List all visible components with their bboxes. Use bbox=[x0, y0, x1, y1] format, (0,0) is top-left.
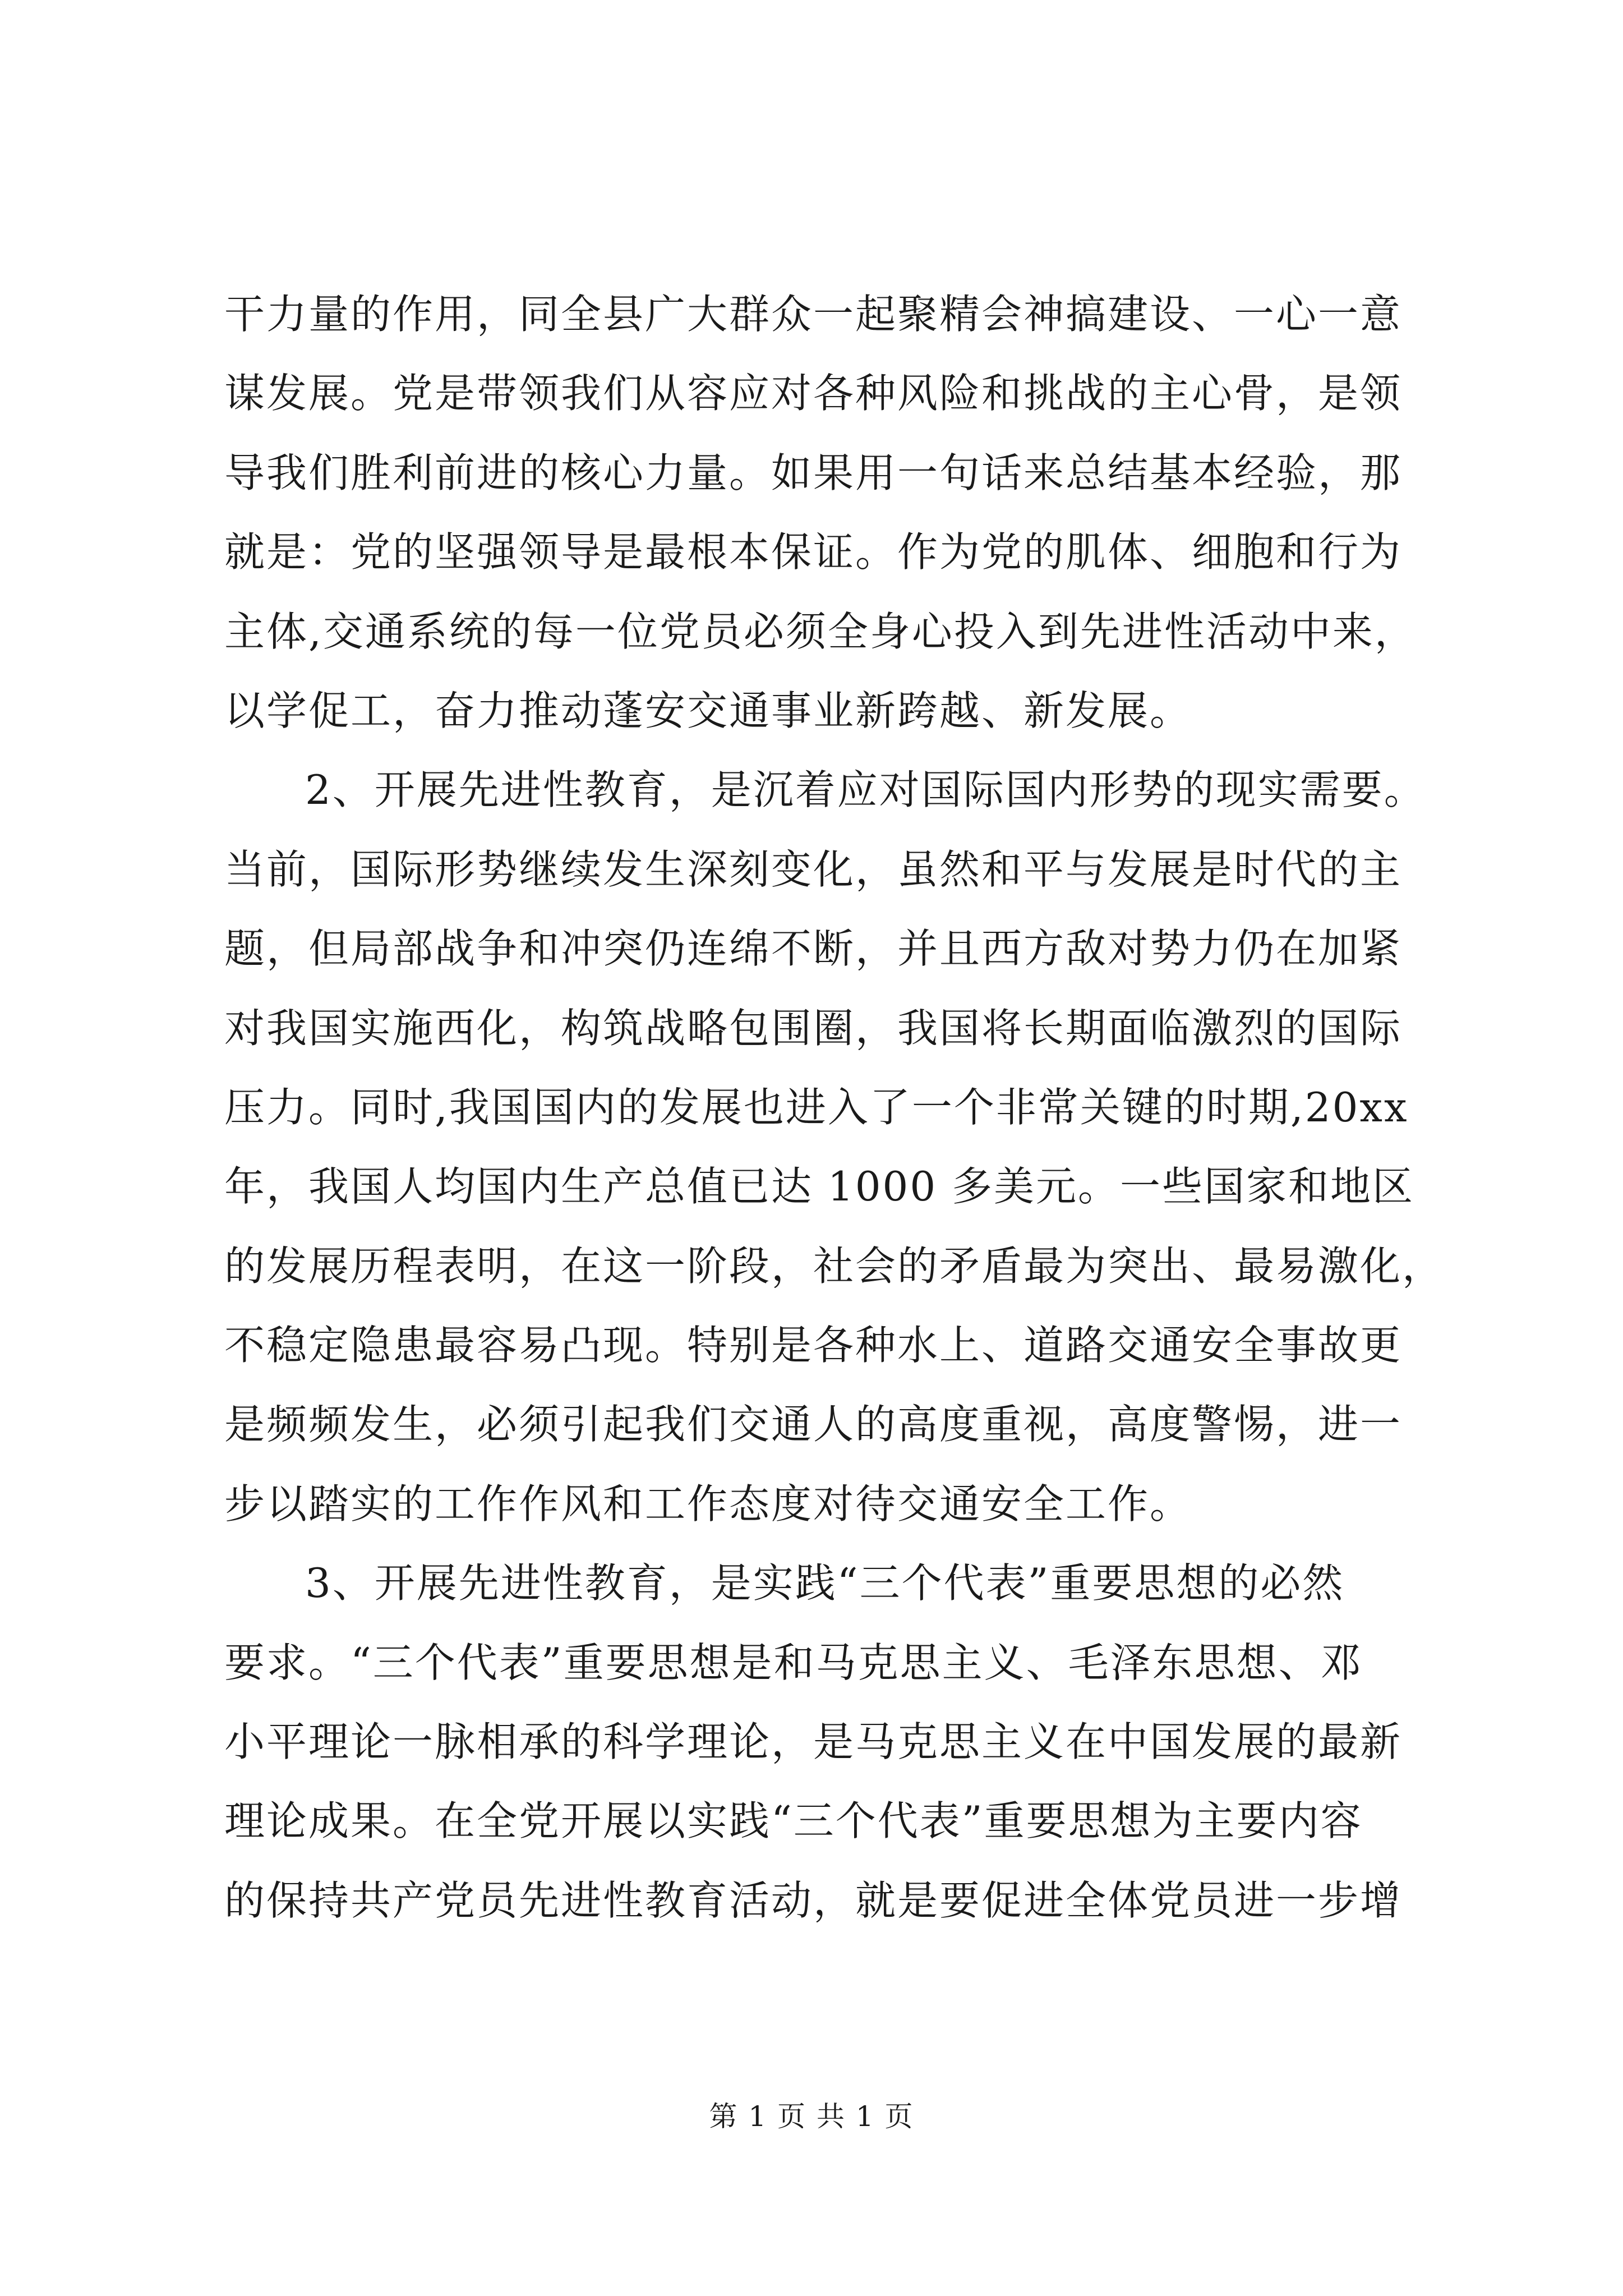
text-line: 理论成果。在全党开展以实践“三个代表”重要思想为主要内容 bbox=[224, 1797, 1363, 1845]
page-footer: 第 1 页 共 1 页 bbox=[709, 2100, 914, 2133]
paragraph-3-first-line: 3、开展先进性教育，是实践“三个代表”重要思想的必然 bbox=[305, 1559, 1345, 1607]
text-line: 小平理论一脉相承的科学理论，是马克思主义在中国发展的最新 bbox=[224, 1718, 1403, 1766]
document-body bbox=[224, 275, 1445, 1940]
text-line: 对我国实施西化，构筑战略包围圈，我国将长期面临激烈的国际 bbox=[224, 1004, 1403, 1052]
text-line: 的发展历程表明，在这一阶段，社会的矛盾最为突出、最易激化， bbox=[224, 1242, 1445, 1290]
text-line: 不稳定隐患最容易凸现。特别是各种水上、道路交通安全事故更 bbox=[224, 1322, 1403, 1369]
text-line: 干力量的作用，同全县广大群众一起聚精会神搞建设、一心一意 bbox=[224, 291, 1403, 338]
paragraph-2-first-line: 2、开展先进性教育，是沉着应对国际国内形势的现实需要。 bbox=[305, 766, 1426, 814]
text-line: 谋发展。党是带领我们从容应对各种风险和挑战的主心骨，是领 bbox=[224, 370, 1403, 417]
text-line: 步以踏实的工作作风和工作态度对待交通安全工作。 bbox=[224, 1480, 1192, 1527]
text-line: 压力。同时,我国国内的发展也进入了一个非常关键的时期,20xx bbox=[224, 1083, 1409, 1131]
text-line: 就是：党的坚强领导是最根本保证。作为党的肌体、细胞和行为 bbox=[224, 528, 1403, 576]
text-line: 题，但局部战争和冲突仍连绵不断，并且西方敌对势力仍在加紧 bbox=[224, 925, 1403, 973]
text-line: 年，我国人均国内生产总值已达 1000 多美元。一些国家和地区 bbox=[224, 1163, 1415, 1211]
text-line: 导我们胜利前进的核心力量。如果用一句话来总结基本经验，那 bbox=[224, 449, 1403, 496]
text-line: 是频频发生，必须引起我们交通人的高度重视，高度警惕，进一 bbox=[224, 1401, 1403, 1448]
text-line: 当前，国际形势继续发生深刻变化，虽然和平与发展是时代的主 bbox=[224, 845, 1403, 893]
text-line: 主体,交通系统的每一位党员必须全身心投入到先进性活动中来， bbox=[224, 608, 1417, 655]
text-line: 以学促工，奋力推动蓬安交通事业新跨越、新发展。 bbox=[224, 687, 1192, 734]
text-line: 要求。“三个代表”重要思想是和马克思主义、毛泽东思想、邓 bbox=[224, 1639, 1363, 1686]
text-line: 的保持共产党员先进性教育活动，就是要促进全体党员进一步增 bbox=[224, 1876, 1403, 1924]
